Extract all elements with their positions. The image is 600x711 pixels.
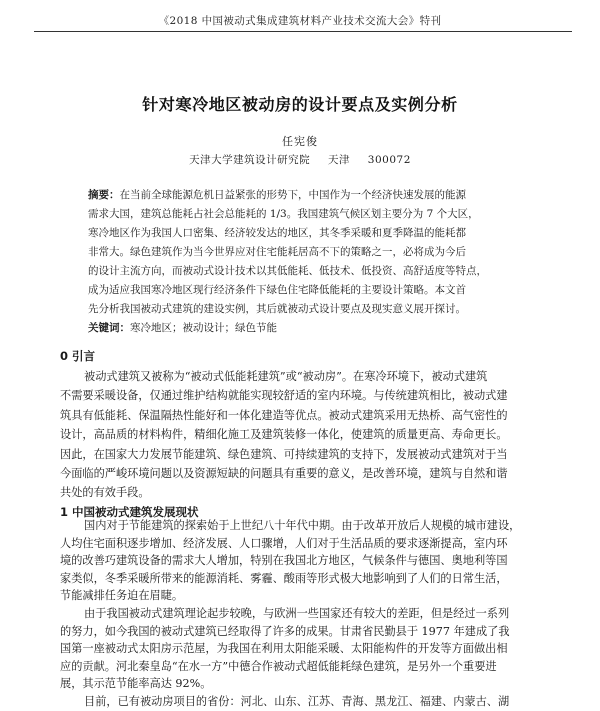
paragraph-line: 被动式建筑又被称为“被动式低能耗建筑”或“被动房”。在寒冷环境下，被动式建筑 bbox=[84, 370, 488, 383]
section-heading-intro: 0 引言 bbox=[60, 349, 96, 363]
abstract-line: 非常大。绿色建筑作为当今世界应对住宅能耗居高不下的策略之一，必将成为今后 bbox=[88, 246, 466, 258]
affiliation-institution: 天津大学建筑设计研究院 bbox=[189, 154, 311, 166]
abstract-line bbox=[88, 186, 520, 205]
paragraph-line: 筑具有低能耗、保温隔热性能好和一体化建造等优点。被动式建筑采用无热桥、高气密性的 bbox=[60, 408, 508, 422]
paragraph-line: 设计，高品质的材料构件，精细化施工及建筑装修一体化，使建筑的质量更高、寿命更长。 bbox=[60, 428, 508, 442]
author-name: 任宪俊 bbox=[282, 135, 318, 148]
abstract-line: 成为适应我国寒冷地区现行经济条件下绿色住宅降低能耗的主要设计策略。本文首 bbox=[88, 284, 466, 296]
abstract-text: 在当前全球能源危机日益紧张的形势下，中国作为一个经济快速发展的能源 bbox=[119, 189, 466, 201]
paragraph-line: 应的贡献。河北秦皇岛“在水一方”中德合作被动式超低能耗绿色建筑，是另外一个重要进 bbox=[60, 659, 497, 673]
header-rule bbox=[34, 31, 572, 32]
keywords-line bbox=[88, 319, 520, 338]
keywords-text: 寒冷地区；被动设计；绿色节能 bbox=[130, 322, 277, 334]
affiliation bbox=[0, 152, 600, 167]
paragraph-line: 今面临的严峻环境问题以及资源短缺的问题具有重要的意义，是改善环境，建筑与自然和谐 bbox=[60, 466, 508, 480]
paragraph-line: 因此，在国家大力发展节能建筑、绿色建筑、可持续建筑的支持下，发展被动式建筑对于当 bbox=[60, 447, 508, 461]
section-heading-status: 1 中国被动式建筑发展现状 bbox=[60, 505, 199, 519]
abstract-block bbox=[88, 186, 520, 338]
abstract-line: 需求大国，建筑总能耗占社会总能耗的 1/3。我国建筑气候区划主要分为 7 个大区， bbox=[88, 208, 479, 220]
abstract-line: 的设计主流方向，而被动式设计技术以其低能耗、低技术、低投资、高舒适度等特点， bbox=[88, 265, 487, 277]
paragraph-line: 境的改善巧建筑设备的需求大人增加，特别在我国北方地区，气候条件与德国、奥地利等国 bbox=[60, 554, 508, 568]
abstract-line: 先分析我国被动式建筑的建设实例，其后就被动式设计要点及现实意义展开探讨。 bbox=[88, 303, 466, 315]
intro-paragraph bbox=[60, 367, 550, 503]
abstract-line: 寒冷地区作为我国人口密集、经济较发达的地区，其冬季采暖和夏季降温的能耗都 bbox=[88, 227, 466, 239]
paragraph-line: 国内对于节能建筑的探索始于上世纪八十年代中期。由于改革开放后人规模的城市建设， bbox=[84, 519, 521, 532]
paragraph-line: 目前，已有被动房项目的省份：河北、山东、江苏、青海、黑龙江、福建、内蒙古、湖 bbox=[84, 694, 510, 708]
status-paragraph bbox=[60, 510, 550, 711]
running-header: 《2018 中国被动式集成建筑材料产业技术交流大会》特刊 bbox=[158, 15, 442, 27]
paragraph-line: 家类似，冬季采暖所带来的能源消耗、雾霾、酸雨等形式极大地影响到了人们的日常生活， bbox=[60, 571, 508, 585]
paragraph-line: 的努力，如今我国的被动式建筑已经取得了许多的成果。甘肃省民勤县于 1977 年建成了我 bbox=[60, 624, 510, 638]
paragraph-line: 共处的有效手段。 bbox=[60, 486, 150, 500]
keywords-label: 关键词： bbox=[88, 322, 130, 334]
paragraph-line: 由于我国被动式建筑理论起步较晚，与欧洲一些国家还有较大的差距，但是经过一系列 bbox=[84, 606, 510, 620]
paragraph-line: 人均住宅面积逐步增加、经济发展、人口骤增，人们对于生活品质的要求逐渐提高，室内环 bbox=[60, 536, 508, 550]
paragraph-line: 展，其示范节能率高达 92%。 bbox=[60, 677, 212, 691]
paragraph-line: 不需要采暖设备，仅通过维护结构就能实现较舒适的室内环境。与传统建筑相比，被动式建 bbox=[60, 389, 508, 403]
paragraph-line: 节能减排任务迫在眉睫。 bbox=[60, 589, 184, 603]
affiliation-city: 天津 bbox=[327, 154, 350, 166]
affiliation-postcode: 300072 bbox=[367, 154, 411, 166]
abstract-label: 摘要： bbox=[88, 189, 120, 201]
paragraph-line: 国第一座被动式太阳房示范屋，为我国在利用太阳能采暖、太阳能构件的开发等方面做出相 bbox=[60, 642, 508, 656]
article-title: 针对寒冷地区被动房的设计要点及实例分析 bbox=[142, 95, 458, 114]
